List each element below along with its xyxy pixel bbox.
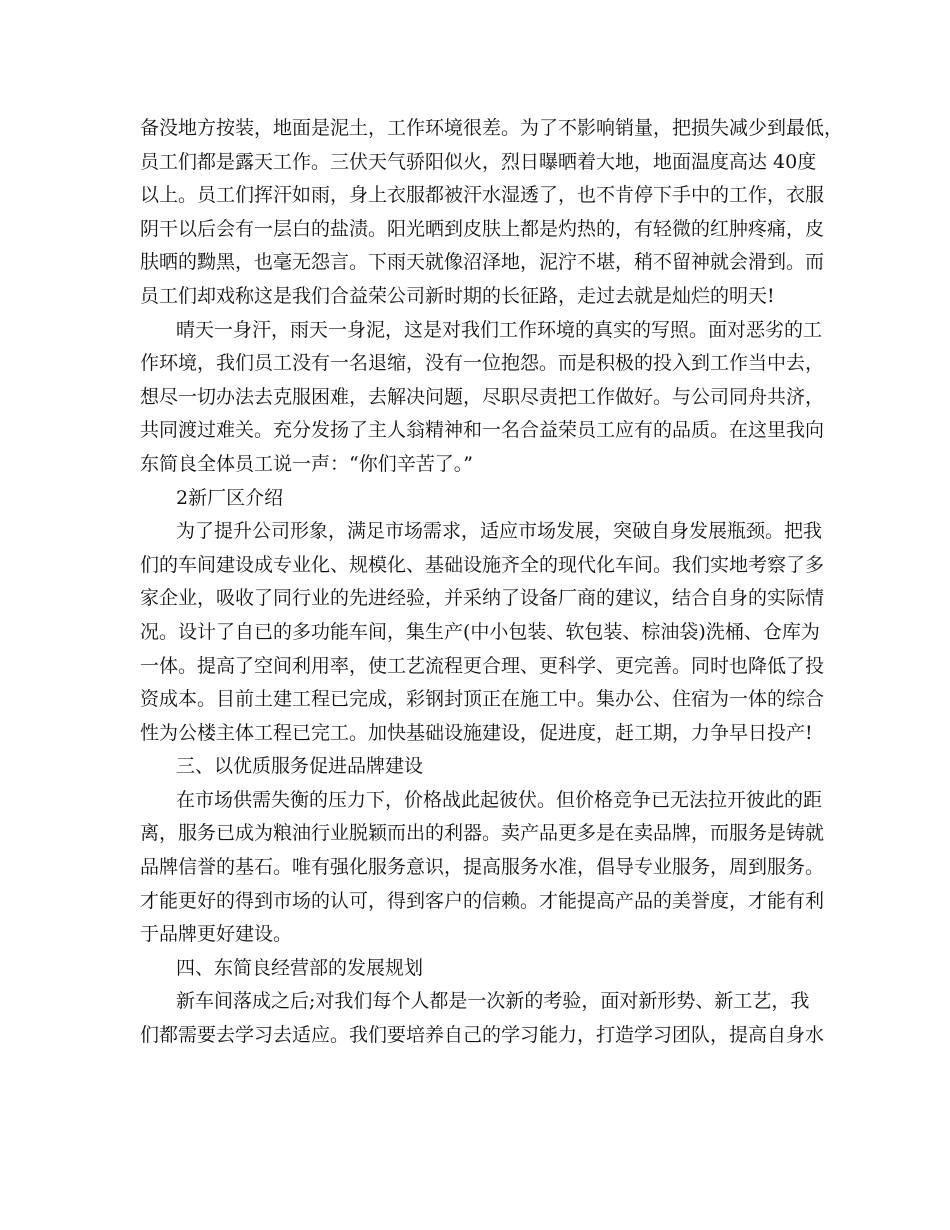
section-heading: 三、以优质服务促进品牌建设 [176,755,424,778]
paragraph-line: 员工们却戏称这是我们合益荣公司新时期的长征路，走过去就是灿烂的明天! [140,284,775,307]
paragraph-line: 家企业，吸收了同行业的先进经验，并采纳了设备厂商的建议，结合自身的实际情 [140,587,825,610]
paragraph-line: 品牌信誉的基石。唯有强化服务意识，提高服务水准，倡导专业服务，周到服务。 [140,856,825,879]
section-heading: 四、东简良经营部的发展规划 [176,956,424,979]
paragraph-line: 才能更好的得到市场的认可，得到客户的信赖。才能提高产品的美誉度，才能有利 [140,889,825,912]
paragraph-line: 肤晒的黝黑，也毫无怨言。下雨天就像沼泽地，泥泞不堪，稍不留神就会滑到。而 [140,251,825,274]
paragraph-line: 况。设计了自已的多功能车间，集生产(中小包装、软包装、棕油袋)洗桶、仓库为 [140,620,820,643]
paragraph-line: 们的车间建设成专业化、规模化、基础设施齐全的现代化车间。我们实地考察了多 [140,553,825,576]
paragraph-line: 一体。提高了空间利用率，使工艺流程更合理、更科学、更完善。同时也降低了投 [140,654,825,677]
paragraph-line: 作环境，我们员工没有一名退缩，没有一位抱怨。而是积极的投入到工作当中去， [140,352,825,375]
paragraph-line: 想尽一切办法去克服困难，去解决问题，尽职尽责把工作做好。与公司同舟共济， [140,385,825,408]
document-page [140,112,844,1053]
paragraph-line: 共同渡过难关。充分发扬了主人翁精神和一名合益荣员工应有的品质。在这里我向 [140,419,825,442]
section-heading: 2新厂区介绍 [176,486,284,509]
paragraph-line: 新车间落成之后;对我们每个人都是一次新的考验，面对新形势、新工艺，我 [176,990,810,1013]
paragraph-line: 资成本。目前土建工程已完成，彩钢封顶正在施工中。集办公、住宿为一体的综合 [140,688,825,711]
paragraph-line: 性为公楼主体工程已完工。加快基础设施建设，促进度，赶工期，力争早日投产! [140,721,813,744]
paragraph-line: 在市场供需失衡的压力下，价格战此起彼伏。但价格竞争已无法拉开彼此的距 [176,788,823,811]
paragraph-line: 晴天一身汗，雨天一身泥，这是对我们工作环境的真实的写照。面对恶劣的工 [176,318,823,341]
paragraph-line: 东简良全体员工说一声：“你们辛苦了。” [140,452,473,475]
paragraph-line: 备没地方按装，地面是泥土，工作环境很差。为了不影响销量，把损失减少到最低， [140,117,844,139]
paragraph-line: 阴干以后会有一层白的盐渍。阳光晒到皮肤上都是灼热的，有轻微的红肿疼痛，皮 [140,217,825,240]
paragraph-line: 离，服务已成为粮油行业脱颖而出的利器。卖产品更多是在卖品牌，而服务是铸就 [140,822,825,845]
paragraph-line: 于品牌更好建设。 [140,923,293,946]
paragraph-line: 为了提升公司形象，满足市场需求，适应市场发展，突破自身发展瓶颈。把我 [176,520,823,543]
paragraph-line: 以上。员工们挥汗如雨，身上衣服都被汗水湿透了，也不肯停下手中的工作，衣服 [140,184,825,207]
paragraph-line: 们都需要去学习去适应。我们要培养自己的学习能力，打造学习团队，提高自身水 [140,1024,825,1047]
paragraph-line: 员工们都是露天工作。三伏天气骄阳似火，烈日曝晒着大地，地面温度高达 40度 [140,150,817,173]
